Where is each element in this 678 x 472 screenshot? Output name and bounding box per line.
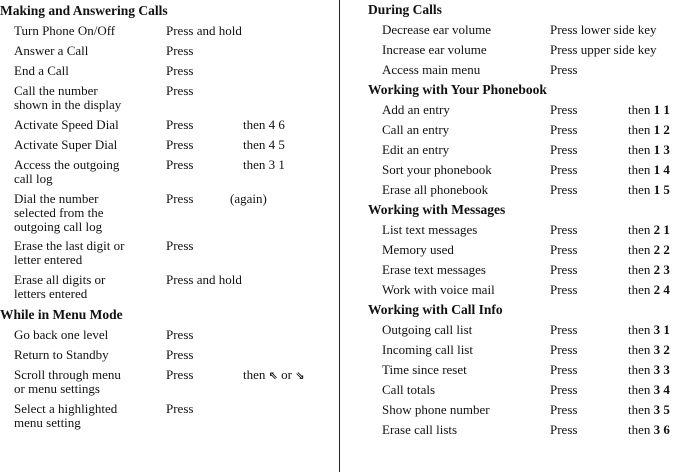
key-sequence: 3 5 (653, 402, 670, 417)
row-then (628, 243, 670, 257)
then-word: then (628, 322, 651, 337)
row-label: Activate Speed Dial (14, 117, 119, 132)
table-row (0, 155, 330, 189)
row-label: Scroll through menu or menu settings (14, 367, 121, 396)
row-then: then 3 1 (243, 157, 285, 172)
row-action: Press lower side key (550, 22, 657, 37)
row-label: Decrease ear volume (382, 22, 491, 37)
row-action: Press (550, 282, 578, 297)
then-word: then (243, 367, 266, 382)
row-label: Incoming call list (382, 342, 473, 357)
row-label: Activate Super Dial (14, 137, 118, 152)
key-sequence: 2 4 (653, 282, 670, 297)
row-action: Press (550, 322, 578, 337)
row-then: then 4 6 (243, 117, 285, 132)
table-row (0, 399, 330, 433)
row-then (628, 223, 670, 237)
row-label: List text messages (382, 222, 478, 237)
key-sequence: 1 2 (653, 122, 670, 137)
row-label: Erase the last digit or letter entered (14, 238, 125, 267)
key-sequence: 2 3 (653, 262, 670, 277)
row-action: Press (550, 422, 578, 437)
then-word: then (628, 242, 651, 257)
table-row (368, 240, 678, 260)
then-word: then (628, 162, 651, 177)
key-sequence: 3 4 (653, 382, 670, 397)
row-then (628, 383, 670, 397)
then-word: then (628, 282, 651, 297)
row-action: Press (166, 191, 194, 206)
row-then (628, 423, 670, 437)
row-then: (again) (230, 191, 267, 206)
row-action: Press (550, 382, 578, 397)
row-action: Press (166, 117, 194, 132)
table-row (368, 160, 678, 180)
then-word: then (628, 342, 651, 357)
key-sequence: 1 4 (653, 162, 670, 177)
row-label: Access the outgoing call log (14, 157, 120, 186)
row-label: Access main menu (382, 62, 481, 77)
table-row (0, 236, 330, 270)
row-label: Work with voice mail (382, 282, 495, 297)
row-action: Press (166, 401, 194, 416)
row-action: Press (166, 238, 194, 253)
or-word: or (281, 367, 292, 382)
table-row (0, 345, 330, 365)
key-sequence: 3 3 (653, 362, 670, 377)
then-word: then (628, 422, 651, 437)
table-row (368, 420, 678, 440)
table-row (368, 140, 678, 160)
table-row (0, 115, 330, 135)
section-title: While in Menu Mode (0, 307, 123, 322)
row-action: Press (550, 242, 578, 257)
key-sequence: 2 2 (653, 242, 670, 257)
row-label: Call the number shown in the display (14, 83, 122, 112)
row-action: Press (550, 402, 578, 417)
section-menu-mode (0, 304, 330, 433)
section-messages (368, 200, 678, 300)
table-row (368, 120, 678, 140)
section-title: Working with Your Phonebook (368, 82, 547, 97)
key-sequence: 1 3 (653, 142, 670, 157)
section-making-calls (0, 0, 330, 304)
row-label: Memory used (382, 242, 454, 257)
table-row (0, 81, 330, 115)
row-action: Press and hold (166, 23, 242, 38)
key-sequence: 3 1 (653, 322, 670, 337)
table-row (0, 61, 330, 81)
section-phonebook (368, 80, 678, 200)
row-action: Press (166, 83, 194, 98)
table-row (0, 270, 330, 304)
table-row (368, 400, 678, 420)
section-title: Making and Answering Calls (0, 3, 168, 18)
row-action: Press (550, 222, 578, 237)
then-word: then (628, 382, 651, 397)
row-action: Press (166, 327, 194, 342)
row-then (243, 368, 304, 383)
row-then (628, 183, 670, 197)
then-word: then (628, 362, 651, 377)
section-title: During Calls (368, 2, 442, 17)
table-row (368, 20, 678, 40)
row-then (628, 323, 670, 337)
row-then (628, 263, 670, 277)
row-then (628, 403, 670, 417)
table-row (368, 40, 678, 60)
row-action: Press (166, 63, 194, 78)
table-row (0, 365, 330, 399)
row-label: Select a highlighted menu setting (14, 401, 118, 430)
row-label: Answer a Call (14, 43, 89, 58)
then-word: then (628, 182, 651, 197)
row-action: Press (550, 102, 578, 117)
row-label: Dial the number selected from the outgoing call log (14, 191, 104, 234)
row-then (628, 123, 670, 137)
row-action: Press (166, 347, 194, 362)
row-action: Press (166, 367, 194, 382)
table-row (0, 41, 330, 61)
row-action: Press (550, 142, 578, 157)
row-label: Call totals (382, 382, 436, 397)
column-divider (339, 0, 340, 472)
table-row (0, 135, 330, 155)
section-title: Working with Call Info (368, 302, 503, 317)
row-label: Increase ear volume (382, 42, 487, 57)
right-column (368, 0, 678, 440)
row-label: Erase all phonebook (382, 182, 489, 197)
table-row (368, 340, 678, 360)
row-label: Erase text messages (382, 262, 486, 277)
row-then (628, 363, 670, 377)
section-during-calls (368, 0, 678, 80)
row-action: Press (550, 362, 578, 377)
row-action: Press (550, 262, 578, 277)
row-action: Press (166, 157, 194, 172)
table-row (368, 360, 678, 380)
section-call-info (368, 300, 678, 440)
row-label: Turn Phone On/Off (14, 23, 116, 38)
row-label: Edit an entry (382, 142, 450, 157)
row-action: Press (166, 43, 194, 58)
row-label: Return to Standby (14, 347, 109, 362)
up-left-arrow-icon: ⇖ (268, 369, 278, 382)
left-column (0, 0, 330, 433)
table-row (368, 280, 678, 300)
table-row (0, 189, 330, 236)
row-then (628, 283, 670, 297)
row-action: Press and hold (166, 272, 242, 287)
row-action: Press (550, 122, 578, 137)
row-action: Press (550, 162, 578, 177)
row-then (628, 163, 670, 177)
row-label: Erase all digits or letters entered (14, 272, 106, 301)
row-label: Add an entry (382, 102, 450, 117)
table-row (368, 100, 678, 120)
row-then (628, 143, 670, 157)
then-word: then (628, 102, 651, 117)
table-row (368, 380, 678, 400)
table-row (368, 60, 678, 80)
table-row (368, 260, 678, 280)
then-word: then (628, 222, 651, 237)
then-word: then (628, 402, 651, 417)
key-sequence: 3 6 (653, 422, 670, 437)
row-label: Show phone number (382, 402, 490, 417)
table-row (368, 320, 678, 340)
table-row (0, 325, 330, 345)
row-label: Call an entry (382, 122, 450, 137)
row-then (628, 103, 670, 117)
key-sequence: 1 5 (653, 182, 670, 197)
row-label: Go back one level (14, 327, 109, 342)
key-sequence: 2 1 (653, 222, 670, 237)
row-action: Press (550, 62, 578, 77)
row-action: Press (166, 137, 194, 152)
row-then (628, 343, 670, 357)
table-row (368, 180, 678, 200)
table-row (368, 220, 678, 240)
then-word: then (628, 142, 651, 157)
row-then: then 4 5 (243, 137, 285, 152)
then-word: then (628, 122, 651, 137)
key-sequence: 1 1 (653, 102, 670, 117)
key-sequence: 3 2 (653, 342, 670, 357)
down-right-arrow-icon: ⇘ (295, 369, 305, 382)
then-word: then (628, 262, 651, 277)
row-label: Erase call lists (382, 422, 458, 437)
row-action: Press (550, 182, 578, 197)
row-label: Sort your phonebook (382, 162, 492, 177)
row-label: Outgoing call list (382, 322, 473, 337)
row-label: Time since reset (382, 362, 467, 377)
row-action: Press (550, 342, 578, 357)
section-title: Working with Messages (368, 202, 506, 217)
row-action: Press upper side key (550, 42, 657, 57)
table-row (0, 21, 330, 41)
row-label: End a Call (14, 63, 69, 78)
